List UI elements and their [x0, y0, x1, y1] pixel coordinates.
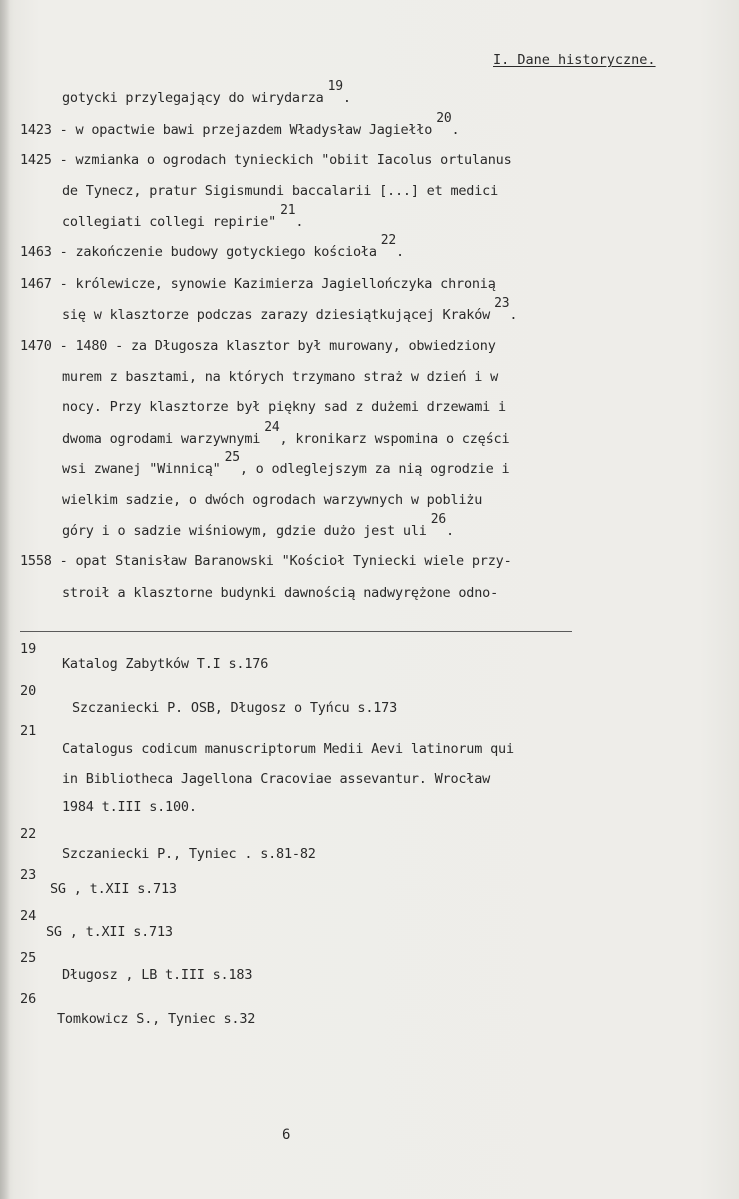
footnote-number: 23 [20, 867, 37, 883]
body-line: wsi zwanej "Winnicą"25, o odleglejszym za nią ogrodzie i [62, 450, 510, 477]
footnote-number: 22 [20, 826, 37, 842]
page-number: 6 [282, 1127, 291, 1143]
body-line: się w klasztorze podczas zarazy dziesiątkującej Kraków23. [62, 296, 518, 323]
footnote-text: Katalog Zabytków T.I s.176 [62, 656, 269, 672]
body-line: de Tynecz, pratur Sigismundi baccalarii [...] et medici [62, 183, 499, 199]
footnote-text: 1984 t.III s.100. [62, 799, 197, 815]
body-line: 1470 - 1480 - za Długosza klasztor był murowany, obwiedziony [20, 338, 496, 354]
footnote-text: Szczaniecki P., Tyniec . s.81-82 [62, 846, 316, 862]
body-line: collegiati collegi repirie"21. [62, 203, 304, 230]
footnote-separator [20, 631, 572, 632]
footnote-text: Szczaniecki P. OSB, Długosz o Tyńcu s.173 [72, 700, 398, 716]
footnote-ref: 23 [494, 296, 510, 311]
body-line: 1558 - opat Stanisław Baranowski "Kościoł Tyniecki wiele przy- [20, 553, 512, 569]
body-line: 1423 - w opactwie bawi przejazdem Władysław Jagiełło20. [20, 111, 460, 138]
footnote-number: 24 [20, 908, 37, 924]
footnote-number: 21 [20, 723, 37, 739]
body-line: 1425 - wzmianka o ogrodach tynieckich "obiit Iacolus ortulanus [20, 152, 512, 168]
footnote-ref: 20 [436, 111, 452, 126]
footnote-number: 20 [20, 683, 37, 699]
footnote-text: SG , t.XII s.713 [46, 924, 173, 940]
body-line: wielkim sadzie, o dwóch ogrodach warzywnych w pobliżu [62, 492, 483, 508]
body-line: 1463 - zakończenie budowy gotyckiego kościoła22. [20, 233, 404, 260]
page-edge-shadow [0, 0, 10, 1199]
footnote-text: in Bibliotheca Jagellona Cracoviae assevantur. Wrocław [62, 771, 491, 787]
body-line: nocy. Przy klasztorze był piękny sad z dużemi drzewami i [62, 399, 506, 415]
footnote-ref: 22 [380, 233, 397, 248]
body-line: góry i o sadzie wiśniowym, gdzie dużo jest uli26. [62, 512, 454, 539]
footnote-number: 19 [20, 641, 37, 657]
body-line: stroił a klasztorne budynki dawnością nadwyrężone odno- [62, 585, 499, 601]
footnote-ref: 21 [280, 203, 296, 218]
footnote-ref: 25 [224, 450, 240, 465]
footnote-number: 26 [20, 991, 37, 1007]
footnote-text: Catalogus codicum manuscriptorum Medii Aevi latinorum qui [62, 741, 514, 757]
footnote-ref: 19 [327, 79, 343, 94]
footnote-ref: 26 [430, 512, 446, 527]
footnote-number: 25 [20, 950, 37, 966]
body-line: murem z basztami, na których trzymano straż w dzień i w [62, 369, 499, 385]
footnote-ref: 24 [264, 420, 280, 435]
footnote-text: Tomkowicz S., Tyniec s.32 [57, 1011, 256, 1027]
body-line: dwoma ogrodami warzywnymi24, kronikarz wspomina o części [62, 420, 510, 447]
body-line: gotycki przylegający do wirydarza19. [62, 79, 351, 106]
footnote-text: SG , t.XII s.713 [50, 881, 177, 897]
body-line: 1467 - królewicze, synowie Kazimierza Jagiellończyka chronią [20, 276, 496, 292]
section-header: I. Dane historyczne. [493, 52, 656, 68]
footnote-text: Długosz , LB t.III s.183 [62, 967, 253, 983]
